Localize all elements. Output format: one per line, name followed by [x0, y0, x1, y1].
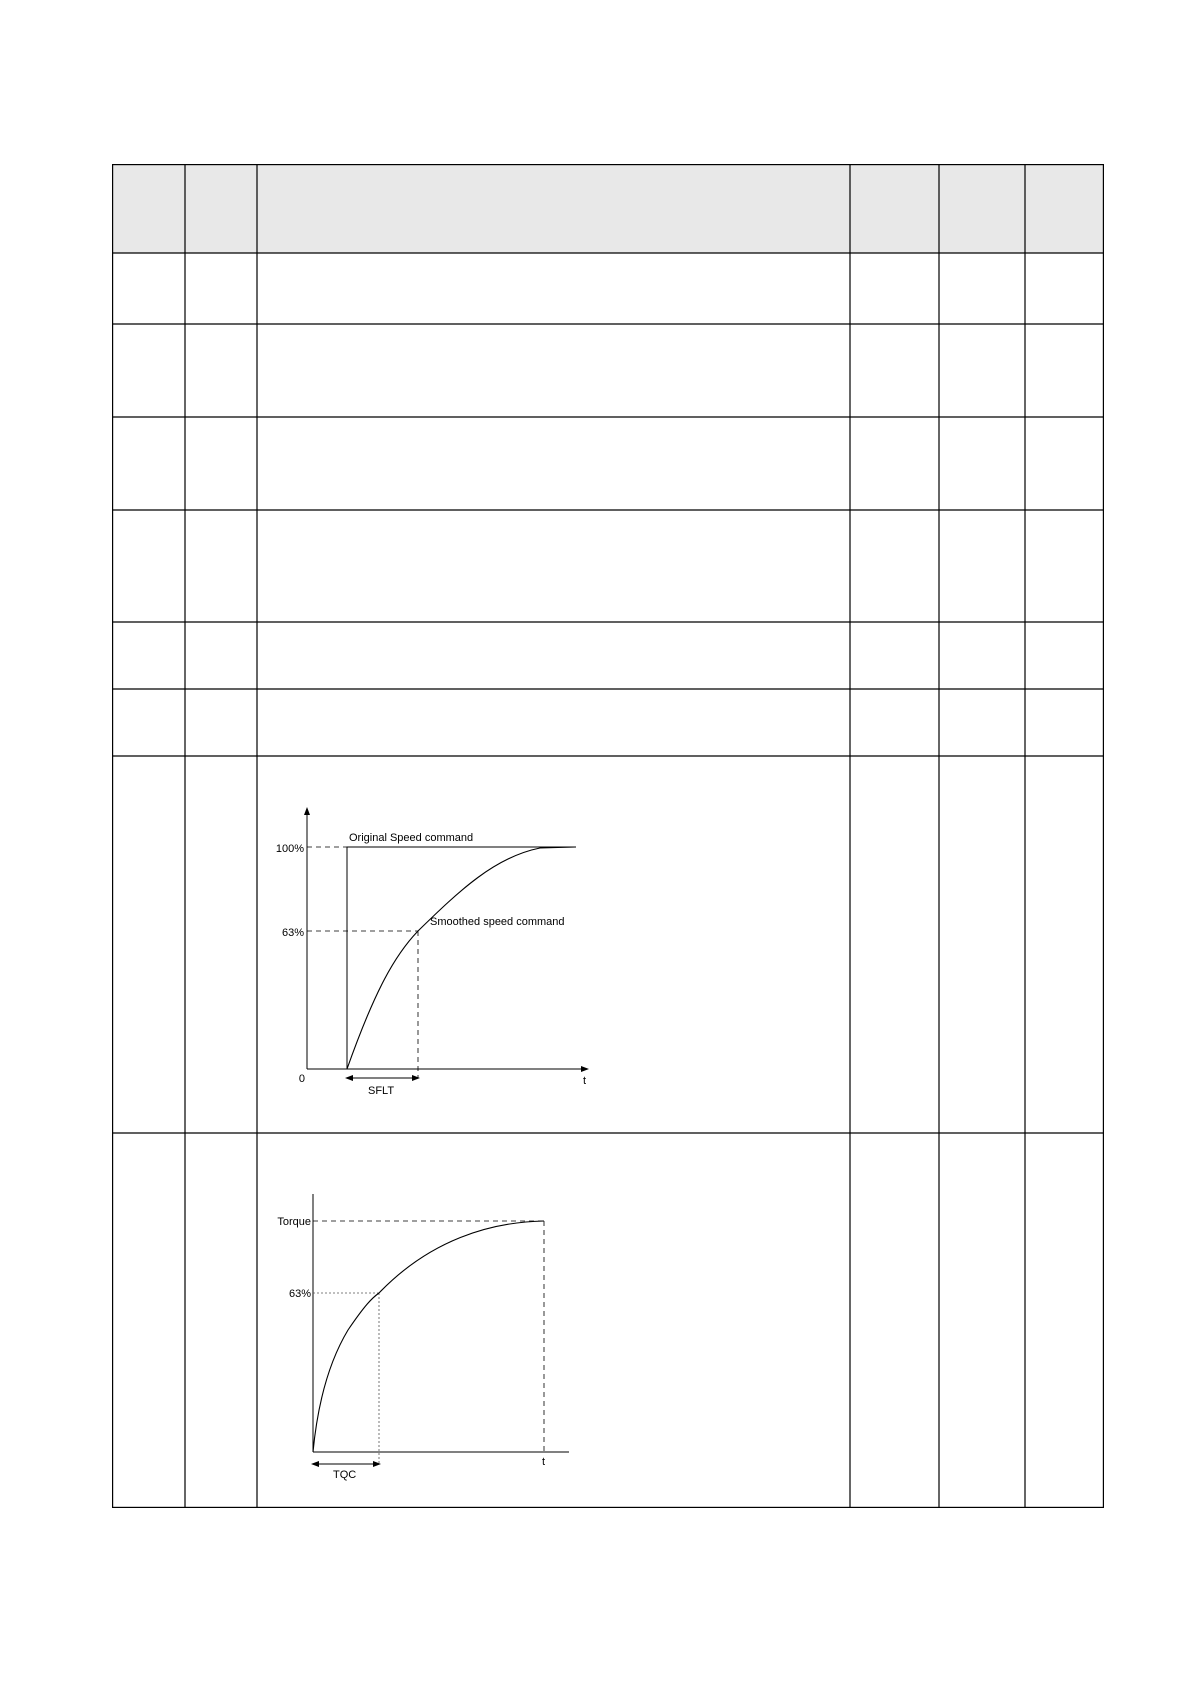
- row-dividers: [112, 253, 1104, 1133]
- torque-label-t: t: [542, 1456, 546, 1468]
- tqc-label: TQC: [333, 1469, 357, 1481]
- torque-smoothing-diagram: [277, 1194, 569, 1481]
- table-header: [112, 164, 1104, 253]
- torque-label: Torque: [277, 1216, 311, 1228]
- speed-smoothing-diagram: [276, 811, 586, 1097]
- column-dividers: [185, 164, 1025, 1508]
- speed-label-t: t: [583, 1075, 587, 1087]
- speed-label-origin: 0: [298, 1073, 305, 1085]
- smoothed-speed-curve: [347, 847, 576, 1069]
- speed-label-100: 100%: [275, 843, 304, 855]
- table-border: [113, 165, 1104, 1508]
- original-speed-command-line: [347, 847, 576, 1069]
- speed-label-63: 63%: [281, 927, 304, 939]
- torque-label-63: 63%: [288, 1288, 311, 1300]
- torque-curve: [313, 1221, 544, 1452]
- smoothed-speed-label: Smoothed speed command: [430, 916, 565, 928]
- original-speed-label: Original Speed command: [349, 832, 474, 844]
- parameter-table: [112, 164, 1104, 1508]
- sflt-label: SFLT: [368, 1085, 395, 1097]
